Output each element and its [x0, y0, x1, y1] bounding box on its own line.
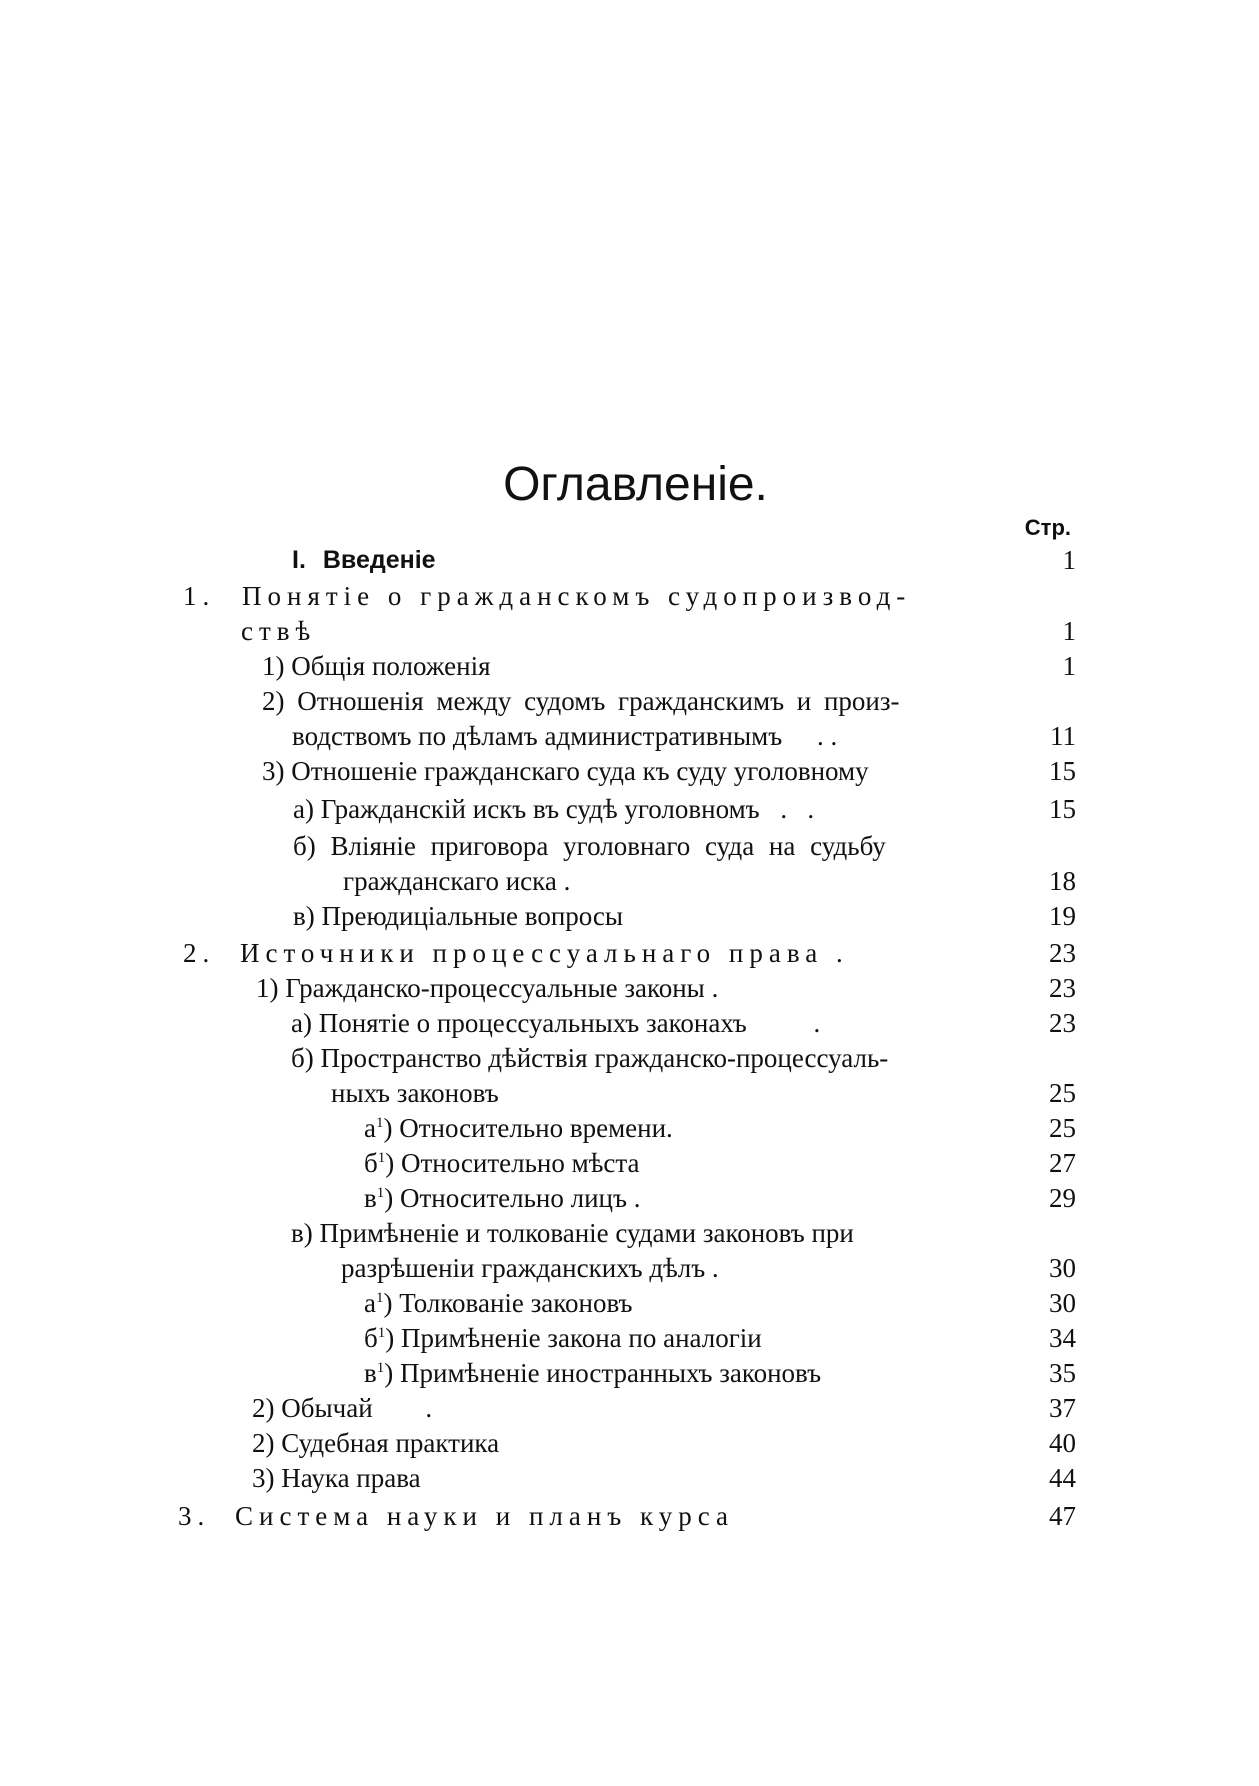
entry-label: Понятіе о процессуальныхъ законахъ	[318, 1008, 747, 1038]
entry-label: Отношенія между судомъ гражданскимъ и произ-	[297, 686, 900, 716]
toc-entry-2-1-a	[291, 1007, 820, 1039]
entry-bracket: )	[385, 1323, 395, 1353]
entry-number: 2)	[252, 1428, 275, 1458]
entry-page: 30	[1049, 1253, 1076, 1283]
entry-number: а	[364, 1113, 376, 1143]
entry-page: 35	[1049, 1358, 1076, 1388]
toc-entry-2	[183, 937, 849, 969]
entry-label: Судебная практика	[281, 1428, 500, 1458]
entry-number: 1)	[256, 973, 279, 1003]
entry-page: 44	[1049, 1463, 1076, 1493]
entry-page: 47	[1049, 1501, 1076, 1531]
entry-page: 30	[1049, 1288, 1076, 1318]
entry-number: б	[364, 1148, 378, 1178]
toc-entry-2-1	[256, 972, 718, 1004]
entry-page: 34	[1049, 1323, 1076, 1353]
entry-number: 1.	[183, 581, 216, 611]
toc-entry-2-1-b-a1	[364, 1112, 673, 1144]
entry-dots: .	[813, 1008, 821, 1038]
toc-entry-1-2-continued	[292, 720, 837, 752]
entry-number: в)	[291, 1218, 313, 1248]
entry-superscript: 1	[375, 1115, 384, 1131]
entry-number: 3)	[252, 1463, 275, 1493]
entry-superscript: 1	[377, 1150, 386, 1166]
entry-number: 3.	[178, 1501, 211, 1531]
entry-label: Понятіе о гражданскомъ судопроизвод-	[242, 581, 912, 611]
entry-page: 23	[1049, 973, 1076, 1003]
entry-number: а)	[291, 1008, 312, 1038]
toc-entry-1-2	[262, 685, 900, 717]
entry-bracket: )	[383, 1288, 393, 1318]
entry-page: 27	[1049, 1148, 1076, 1178]
toc-entry-1-3	[262, 755, 869, 787]
entry-number: 2)	[252, 1393, 275, 1423]
entry-bracket: )	[384, 1183, 394, 1213]
entry-number: б)	[291, 1043, 314, 1073]
page-column-header: Стр.	[1024, 515, 1071, 540]
entry-label: Относительно лицъ .	[400, 1183, 641, 1213]
entry-number: а)	[293, 794, 314, 824]
entry-page: 25	[1049, 1078, 1076, 1108]
toc-entry-2-1-v-v1	[364, 1357, 821, 1389]
entry-page: 15	[1049, 756, 1076, 786]
toc-entry-1-3-v	[293, 900, 623, 932]
entry-number: 2)	[262, 686, 285, 716]
toc-entry-1	[183, 580, 911, 612]
entry-number: в)	[293, 901, 315, 931]
entry-number: 2.	[183, 938, 216, 968]
entry-label: Толкованіе законовъ	[399, 1288, 633, 1318]
entry-number: I.	[292, 546, 306, 574]
entry-superscript: 1	[377, 1325, 386, 1341]
toc-entry-1-continued: ствѣ	[241, 616, 317, 646]
toc-entry-2-3	[252, 1427, 499, 1459]
entry-page: 23	[1049, 938, 1076, 968]
entry-page: 1	[1062, 651, 1076, 681]
entry-label: Гражданско-процессуальные законы .	[285, 973, 719, 1003]
entry-superscript: 1	[375, 1290, 384, 1306]
entry-label: Наука права	[281, 1463, 421, 1493]
entry-dots: .	[425, 1393, 433, 1423]
entry-number: в	[364, 1358, 377, 1388]
entry-superscript: 1	[376, 1360, 385, 1376]
entry-page: 15	[1049, 794, 1076, 824]
entry-page: 29	[1049, 1183, 1076, 1213]
toc-entry-2-1-b-continued: ныхъ законовъ	[331, 1078, 499, 1108]
entry-number: 1)	[262, 651, 285, 681]
entry-label: Примѣненіе и толкованіе судами законовъ при	[319, 1218, 854, 1248]
entry-label: Примѣненіе закона по аналогіи	[401, 1323, 762, 1353]
entry-dots: . .	[816, 721, 838, 751]
entry-bracket: )	[384, 1358, 394, 1388]
entry-dots: . .	[780, 794, 815, 824]
toc-entry-2-1-v-continued: разрѣшеніи гражданскихъ дѣлъ .	[341, 1253, 719, 1283]
page-title: Оглавленіе.	[503, 458, 768, 511]
entry-label: Пространство дѣйствія гражданско-процессуаль-	[320, 1043, 889, 1073]
toc-entry-2-1-b-v1	[364, 1182, 640, 1214]
entry-label: Относительно мѣста	[401, 1148, 640, 1178]
entry-label: Источники процессуальнаго права .	[240, 938, 849, 968]
entry-superscript: 1	[376, 1185, 385, 1201]
entry-label: Обычай	[281, 1393, 373, 1423]
entry-page: 40	[1049, 1428, 1076, 1458]
toc-entry-2-4	[252, 1462, 421, 1494]
toc-entry-2-2	[252, 1392, 432, 1424]
entry-page: 1	[1062, 545, 1076, 575]
toc-entry-3	[178, 1500, 734, 1532]
entry-bracket: )	[383, 1113, 393, 1143]
entry-label: Отношеніе гражданскаго суда къ суду уголовному	[291, 756, 869, 786]
toc-entry-2-1-b-b1	[364, 1147, 639, 1179]
toc-entry-section-i	[292, 544, 436, 576]
entry-page: 19	[1049, 901, 1076, 931]
entry-page: 25	[1049, 1113, 1076, 1143]
toc-entry-2-1-v-b1	[364, 1322, 762, 1354]
entry-label: Преюдиціальные вопросы	[321, 901, 624, 931]
toc-entry-2-1-v	[291, 1217, 854, 1249]
entry-label: Вліяніе приговора уголовнаго суда на судьбу	[330, 831, 886, 861]
entry-number: в	[364, 1183, 377, 1213]
entry-label: Примѣненіе иностранныхъ законовъ	[400, 1358, 822, 1388]
entry-page: 11	[1050, 721, 1076, 751]
entry-page: 37	[1049, 1393, 1076, 1423]
entry-page: 18	[1049, 866, 1076, 896]
entry-label: водствомъ по дѣламъ административнымъ	[292, 721, 783, 751]
entry-page: 23	[1049, 1008, 1076, 1038]
entry-label: Гражданскій искъ въ судѣ уголовномъ	[320, 794, 760, 824]
entry-number: б)	[293, 831, 316, 861]
entry-number: б	[364, 1323, 378, 1353]
entry-label: Общія положенія	[291, 651, 491, 681]
entry-number: 3)	[262, 756, 285, 786]
entry-label: Система науки и планъ курса	[235, 1501, 735, 1531]
toc-entry-1-3-a	[293, 793, 814, 825]
entry-number: а	[364, 1288, 376, 1318]
entry-bracket: )	[385, 1148, 395, 1178]
toc-entry-2-1-v-a1	[364, 1287, 633, 1319]
toc-entry-1-1	[262, 650, 491, 682]
entry-page: 1	[1062, 616, 1076, 646]
toc-entry-1-3-b-continued: гражданскаго иска .	[343, 866, 571, 896]
toc-entry-1-3-b	[293, 830, 886, 862]
entry-label: Введеніе	[322, 546, 436, 574]
entry-label: Относительно времени.	[399, 1113, 673, 1143]
toc-entry-2-1-b	[291, 1042, 888, 1074]
